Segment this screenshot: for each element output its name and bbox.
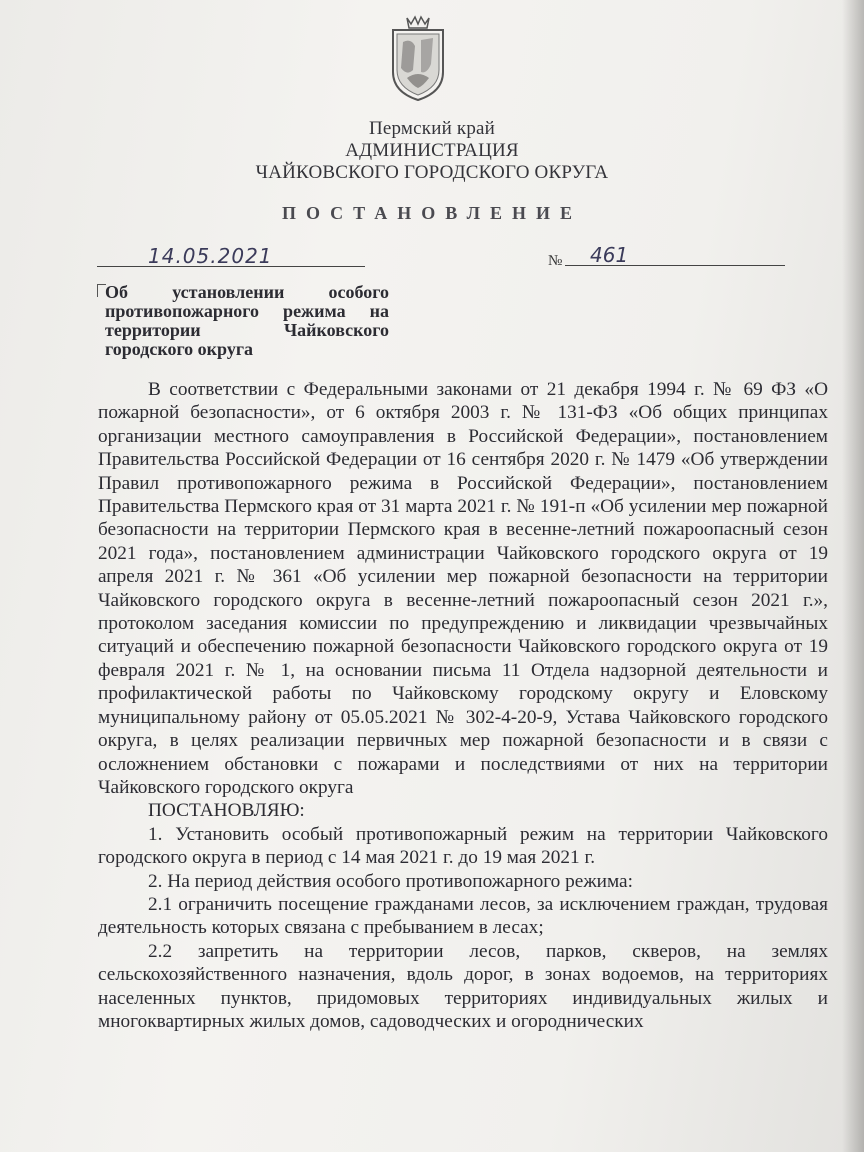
- clause-2-2: 2.2 запретить на территории лесов, парков, скверов, на землях сельскохозяйственного назначения, вдоль дорог, в зонах водоемов, на территориях населенных пунктов, придомовых территориях индивидуальных жилых и многоквартирных жилых домов, садоводческих и огороднических: [98, 940, 828, 1032]
- coat-of-arms-icon: [387, 12, 449, 104]
- region-name: Пермский край: [368, 118, 496, 139]
- document-date: 14.05.2021: [148, 244, 273, 268]
- page-shadow: [842, 0, 864, 1152]
- clause-1: 1. Установить особый противопожарный режим на территории Чайковского городского округа в период с 14 мая 2021 г. до 19 мая 2021 г.: [98, 823, 828, 869]
- document-body: [98, 378, 828, 1033]
- district-title: ЧАЙКОВСКОГО ГОРОДСКОГО ОКРУГА: [255, 162, 609, 183]
- administration-title: АДМИНИСТРАЦИЯ: [345, 140, 519, 161]
- document-subject: Об установлении особого противопожарного режима на территории Чайковского городского округа: [105, 282, 389, 359]
- clause-2: 2. На период действия особого противопожарного режима:: [148, 870, 633, 892]
- number-label: №: [548, 253, 563, 269]
- resolve-word: ПОСТАНОВЛЯЮ:: [148, 800, 305, 822]
- document-type: ПОСТАНОВЛЕНИЕ: [281, 203, 583, 223]
- document-number: 461: [590, 243, 629, 267]
- clause-2-1: 2.1 ограничить посещение гражданами лесов, за исключением граждан, трудовая деятельность которых связана с пребыванием в лесах;: [98, 893, 828, 939]
- preamble-paragraph: В соответствии с Федеральными законами от 21 декабря 1994 г. № 69 ФЗ «О пожарной безопасности», от 6 октября 2003 г. № 131-ФЗ «Об общих принципах организации местного самоуправления в Российской Федерации», постановлением Правительства Российской Федерации от 16 сентября 2020 г. № 1479 «Об утверждении Правил противопожарного режима в Российской Федерации», постановлением Правительства Пермского края от 31 марта 2021 г. № 191-п «Об усилении мер пожарной безопасности на территории Пермского края в весенне-летний пожароопасный сезон 2021 года», постановлением администрации Чайковского городского округа от 19 апреля 2021 г. № 361 «Об усилении мер пожарной безопасности на территории Чайковского городского округа в весенне-летний пожароопасный сезон 2021 г.», протоколом заседания комиссии по предупреждению и ликвидации чрезвычайных ситуаций и обеспечению пожарной безопасности Чайковского городского округа от 19 февраля 2021 г. № 1, на основании письма 11 Отдела надзорной деятельности и профилактической работы по Чайковскому городскому округу и Еловскому муниципальному району от 05.05.2021 № 302-4-20-9, Устава Чайковского городского округа, в целях реализации первичных мер пожарной безопасности и в связи с осложнением обстановки с пожарами и последствиями от них на территории Чайковского городского округа: [98, 379, 828, 798]
